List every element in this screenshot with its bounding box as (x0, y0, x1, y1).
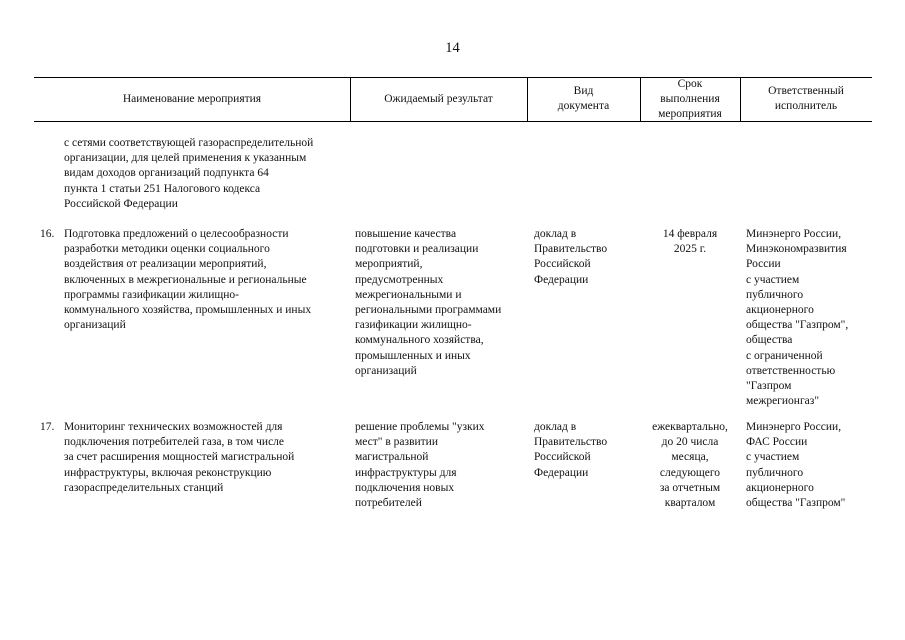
row-deadline: 14 февраля 2025 г. (662, 228, 718, 256)
row-event-name: Мониторинг технических возможностей для подключения потребителей газа, в том числе за счет расширения мощностей магистральной инфраструктуры, включая реконструкцию газораспределительных станций (64, 421, 295, 494)
row-executor: Минэнерго России, ФАС России с участием публичного акционерного общества "Газпром" (746, 421, 846, 510)
header-event-name: Наименование мероприятия (122, 93, 262, 105)
row-document-type: доклад в Правительство Российской Федерации (534, 421, 608, 479)
row-deadline: ежеквартально, до 20 числа месяца, следующего за отчетным кварталом (652, 421, 728, 510)
row-executor: Минэнерго России, Минэкономразвития России с участием публичного акционерного общества "Газпром", общества с ограниченной ответственностью "Газпром межрегионгаз" (746, 228, 849, 408)
header-top-rule (34, 77, 872, 78)
row-document-type: доклад в Правительство Российской Федерации (534, 228, 608, 286)
page-number: 14 (445, 40, 460, 56)
row-number: 17. (40, 421, 55, 433)
header-bottom-rule (34, 121, 872, 122)
header-expected-result: Ожидаемый результат (384, 93, 493, 105)
header-deadline: Срок выполнения мероприятия (658, 78, 722, 121)
header-executor: Ответственный исполнитель (768, 85, 844, 113)
header-document-type: Вид документа (557, 85, 610, 113)
row-event-name: Подготовка предложений о целесообразности разработки методики оценки социального воздействия от реализации мероприятий, включенных в межрегиональные и региональные программы газификации жилищно- коммунального хозяйства, промышленных и иных организаций (64, 228, 312, 332)
row-expected-result: решение проблемы "узких мест" в развитии магистральной инфраструктуры для подключения новых потребителей (355, 421, 485, 510)
row-expected-result: повышение качества подготовки и реализации мероприятий, предусмотренных межрегиональными и региональными программами газификации жилищно- коммунального хозяйства, промышленных и иных организаций (355, 228, 502, 377)
continuation-text: с сетями соответствующей газораспределительной организации, для целей применения к указанным видам доходов организаций подпункта 64 пункта 1 статьи 251 Налогового кодекса Российской Федерации (64, 137, 314, 210)
row-number: 16. (40, 228, 55, 240)
